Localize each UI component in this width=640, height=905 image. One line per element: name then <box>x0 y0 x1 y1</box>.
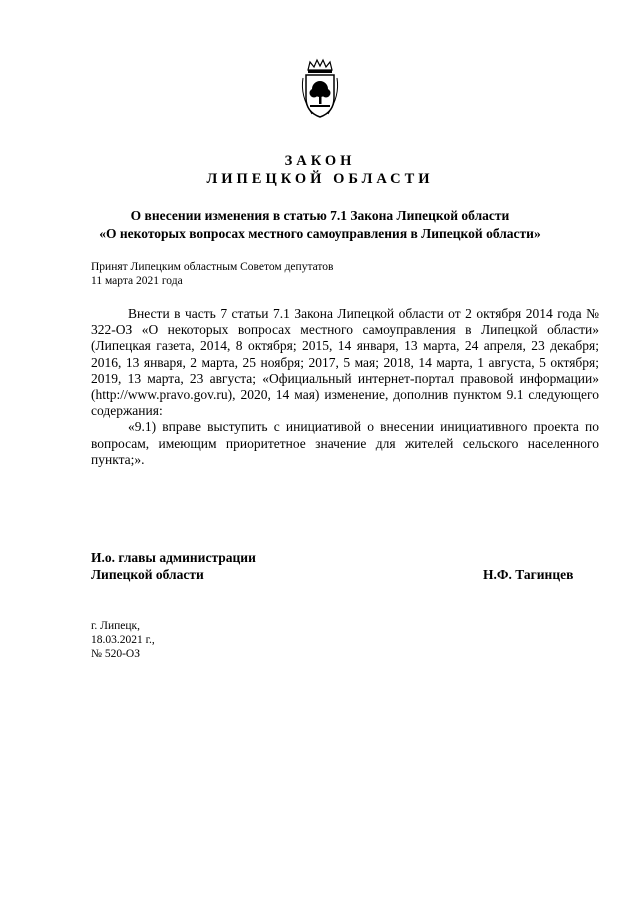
law-heading: ЗАКОН <box>284 153 356 169</box>
adoption-date: 11 марта 2021 года <box>91 275 183 287</box>
region-heading: ЛИПЕЦКОЙ ОБЛАСТИ <box>206 171 434 187</box>
footer-date: 18.03.2021 г., <box>91 634 155 646</box>
document-footer <box>91 619 155 661</box>
subtitle-line-1: О внесении изменения в статью 7.1 Закона Липецкой области <box>130 208 510 223</box>
adoption-note <box>91 260 333 288</box>
footer-number: № 520-ОЗ <box>91 648 140 660</box>
law-subtitle <box>40 207 600 243</box>
footer-place: г. Липецк, <box>91 620 140 632</box>
signatory-title <box>91 549 256 583</box>
law-body <box>91 306 599 468</box>
coat-of-arms-emblem <box>298 58 342 120</box>
signatory-title-line-1: И.о. главы администрации <box>91 550 256 565</box>
subtitle-line-2: «О некоторых вопросах местного самоуправления в Липецкой области» <box>99 226 541 241</box>
signatory-name: Н.Ф. Тагинцев <box>483 567 574 582</box>
adoption-body: Принят Липецким областным Советом депутатов <box>91 261 334 273</box>
body-paragraph-1: Внести в часть 7 статьи 7.1 Закона Липецкой области от 2 октября 2014 года № 322-ОЗ «О некоторых вопросах местного самоуправления в Липецкой области» (Липецкая газета, 2014, 8 октября; 2015, 14 января, 13 марта, 24 апреля, 23 декабря; 2016, 13 января, 2 марта, 25 ноября; 2017, 5 мая; 2018, 14 марта, 1 августа, 5 октября; 2019, 13 марта, 23 августа; «Официальный интернет-портал правовой информации» (http://www.pravo.gov.ru), 2020, 14 мая) изменение, дополнив пунктом 9.1 следующего содержания: <box>91 306 599 419</box>
signatory-title-line-2: Липецкой области <box>91 567 204 582</box>
body-paragraph-2: «9.1) вправе выступить с инициативой о внесении инициативного проекта по вопросам, имеющим приоритетное значение для жителей сельского населенного пункта;». <box>91 419 599 467</box>
